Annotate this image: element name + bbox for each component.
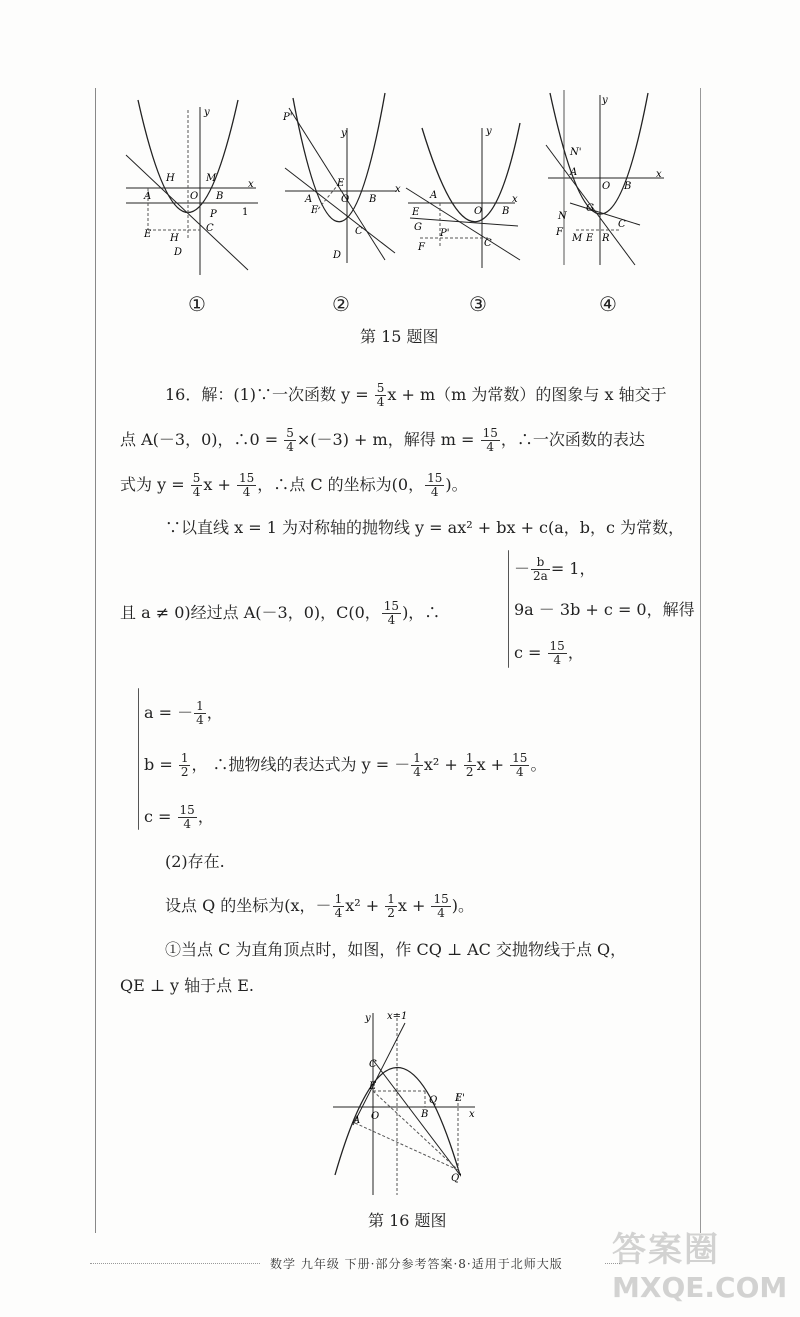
f16-label-O: O [371, 1111, 380, 1122]
p3-label-G: G [414, 222, 422, 233]
figure-15-panel-3 [400, 118, 530, 273]
p1-label-B: B [216, 191, 224, 202]
p3-label-y: y [486, 126, 492, 137]
p1-label-1: 1 [242, 207, 249, 218]
p4-label-F: F [556, 227, 563, 238]
p3-label-B: B [502, 206, 510, 217]
p3-label-C: C [484, 238, 492, 249]
p3-label-F: F [418, 242, 425, 253]
p1-label-A: A [144, 191, 152, 202]
solution-line-5: 且 a ≠ 0)经过点 A(－3，0)，C(0， $\frac{15}{4}$ )，∴ [120, 599, 441, 627]
f16-label-E2: E' [455, 1093, 466, 1104]
p4-label-N2: N [558, 211, 567, 222]
p2-label-C: C [355, 226, 363, 237]
part-2-heading: (2)存在. [165, 852, 225, 871]
f16-label-Q: Q [429, 1095, 438, 1106]
p3-label-x: x [512, 194, 518, 205]
figure-16 [325, 1005, 485, 1200]
p2-label-O: O [341, 194, 350, 205]
f16-label-x: x [469, 1109, 475, 1120]
p1-label-x: x [248, 179, 254, 190]
f16-label-y: y [365, 1013, 371, 1024]
p2-label-y: y [341, 128, 347, 139]
p4-label-x: x [656, 169, 662, 180]
case-1-text-cont: QE ⊥ y 轴于点 E. [120, 976, 254, 995]
result-b: b = $\frac{1}{2}$ ， ∴抛物线的表达式为 y = － $\frac{1}{4}$ x² + $\frac{1}{2}$ x + $\frac{15}{4}$ 。 [144, 751, 547, 779]
panel-number-4: ④ [599, 292, 617, 316]
f16-label-E: E [369, 1081, 377, 1092]
figure-15-caption: 第 15 题图 [360, 327, 439, 346]
p2-label-P: P' [283, 112, 293, 123]
f16-label-B: B [421, 1109, 429, 1120]
p1-label-H: H [166, 173, 175, 184]
watermark-url: MXQE.COM [612, 1271, 788, 1304]
system-eq-2: 9a － 3b + c = 0，解得 [514, 600, 695, 619]
p4-label-M: M [572, 233, 583, 244]
panel-number-1: ① [188, 292, 206, 316]
p1-label-H2: H [170, 233, 179, 244]
right-margin-rule [700, 88, 701, 1233]
p1-label-M: M [206, 173, 217, 184]
p2-label-E: E [337, 178, 345, 189]
footer-dots-left [90, 1263, 260, 1264]
p3-label-O: O [474, 206, 483, 217]
watermark-logo-text: 答案圈 [612, 1230, 720, 1270]
page-footer: 数学 九年级 下册·部分参考答案·8·适用于北师大版 [270, 1257, 563, 1271]
result-brace [138, 688, 139, 830]
p1-label-C: C [206, 223, 214, 234]
system-eq-1: － $\frac{b}{2a}$ = 1， [514, 555, 596, 583]
p2-label-A: A [305, 194, 313, 205]
system-brace [508, 550, 509, 668]
p1-label-E: E [144, 229, 152, 240]
p1-label-O: O [190, 191, 199, 202]
p3-label-P: P' [440, 228, 450, 239]
f16-label-A: A [353, 1115, 361, 1126]
p1-label-y: y [204, 107, 210, 118]
p2-label-F: F [311, 205, 318, 216]
figure-15-panel-2 [275, 88, 405, 273]
p3-label-E: E [412, 207, 420, 218]
p4-label-A: A [570, 167, 578, 178]
figure-15-panel-1 [118, 95, 268, 280]
p2-label-B: B [369, 194, 377, 205]
figure-16-caption: 第 16 题图 [368, 1211, 447, 1230]
p1-label-P: P [210, 209, 217, 220]
solution-line-1: 16．解：(1)∵一次函数 y = $\frac{5}{4}$ x + m（m 为常数）的图象与 x 轴交于 [165, 381, 667, 409]
p4-label-N: N' [570, 147, 582, 158]
p4-label-B: B [624, 181, 632, 192]
p1-label-D: D [174, 247, 183, 258]
p4-label-G: G [586, 203, 594, 214]
panel-number-3: ③ [469, 292, 487, 316]
f16-label-Q2: Q' [451, 1173, 462, 1184]
p2-label-D: D [333, 250, 342, 261]
panel-number-2: ② [332, 292, 350, 316]
result-c: c = $\frac{15}{4}$ ， [144, 803, 214, 831]
p2-label-x: x [395, 184, 401, 195]
f16-label-C: C [369, 1059, 377, 1070]
solution-line-2: 点 A(－3，0)，∴0 = $\frac{5}{4}$ ×(－3) + m，解得 m = $\frac{15}{4}$ ，∴一次函数的表达 [120, 426, 645, 454]
solution-line-4: ∵以直线 x = 1 为对称轴的抛物线 y = ax² + bx + c(a，b，c 为常数， [165, 518, 685, 537]
case-1-text: ①当点 C 为直角顶点时，如图，作 CQ ⊥ AC 交抛物线于点 Q， [165, 940, 627, 959]
p3-label-A: A [430, 190, 438, 201]
left-margin-rule [95, 88, 96, 1233]
result-a: a = － $\frac{1}{4}$ ， [144, 699, 223, 727]
p4-label-O: O [602, 181, 611, 192]
system-eq-3: c = $\frac{15}{4}$ ， [514, 639, 584, 667]
figure-15-panel-4 [540, 85, 670, 270]
p4-label-y: y [602, 95, 608, 106]
f16-label-x1: x=1 [387, 1011, 408, 1022]
watermark-logo [612, 1222, 792, 1312]
point-q-coordinates: 设点 Q 的坐标为(x，－ $\frac{1}{4}$ x² + $\frac{1}{2}$ x + $\frac{15}{4}$ )。 [165, 892, 474, 920]
p4-label-E: E [586, 233, 594, 244]
p4-label-R: R [602, 233, 610, 244]
solution-line-3: 式为 y = $\frac{5}{4}$ x + $\frac{15}{4}$ ，∴点 C 的坐标为(0， $\frac{15}{4}$ )。 [120, 471, 468, 499]
p4-label-C: C [618, 219, 626, 230]
